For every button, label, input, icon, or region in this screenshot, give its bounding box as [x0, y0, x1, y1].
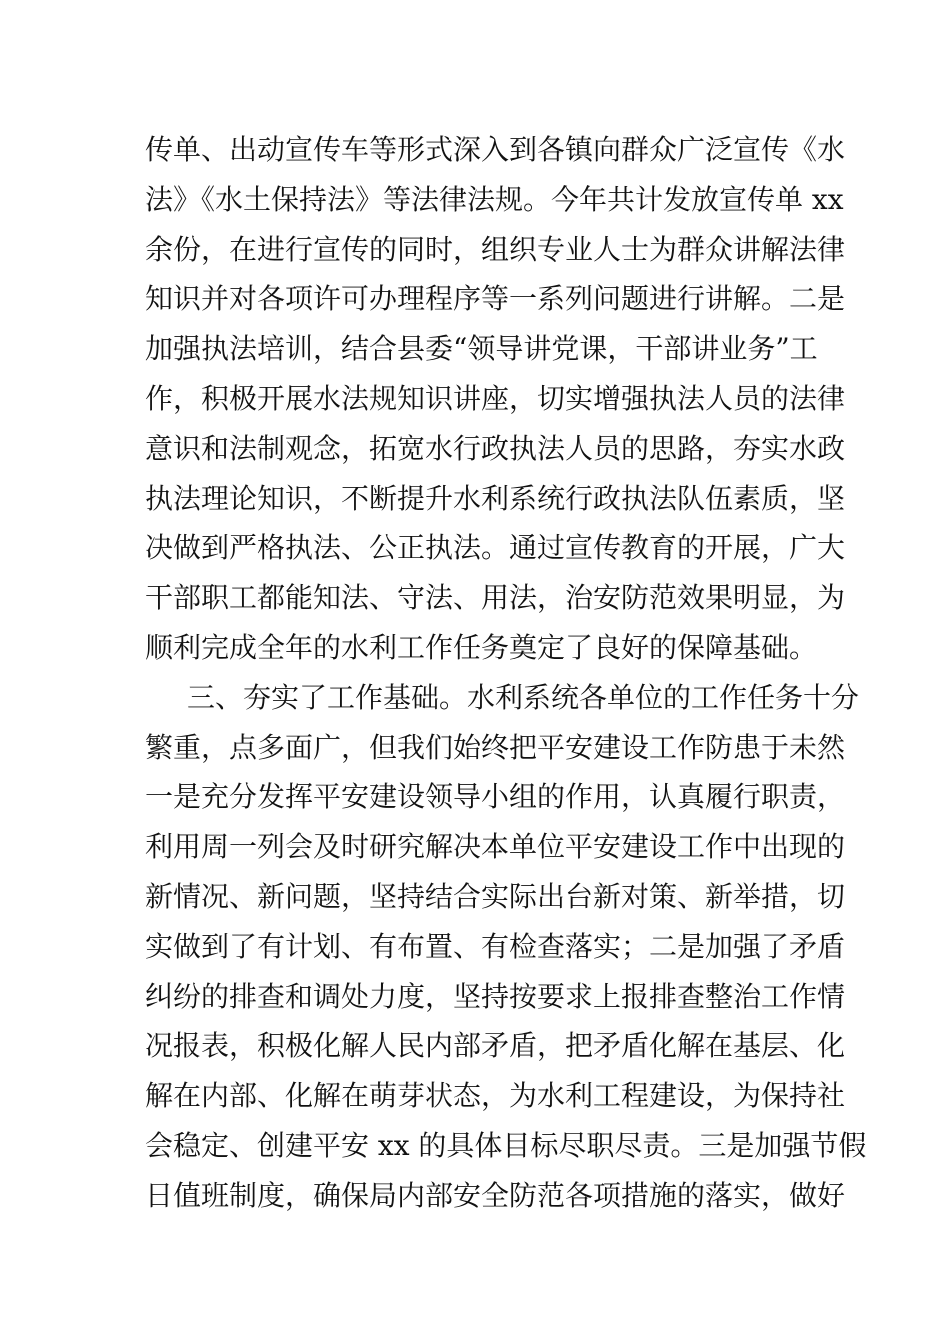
text-line: 况报表，积极化解人民内部矛盾，把矛盾化解在基层、化 [145, 1029, 846, 1063]
text-line: 会稳定、创建平安 xx 的具体目标尽职尽责。三是加强节假 [145, 1128, 867, 1162]
text-line: 余份，在进行宣传的同时，组织专业人士为群众讲解法律 [145, 232, 846, 266]
text-line: 纠纷的排查和调处力度，坚持按要求上报排查整治工作情 [145, 979, 846, 1013]
text-line: 法》《水土保持法》等法律法规。今年共计发放宣传单 xx [145, 182, 844, 216]
text-line: 利用周一列会及时研究解决本单位平安建设工作中出现的 [145, 830, 846, 864]
text-line: 一是充分发挥平安建设领导小组的作用，认真履行职责， [145, 780, 846, 814]
text-line: 解在内部、化解在萌芽状态，为水利工程建设，为保持社 [145, 1079, 846, 1113]
text-line: 繁重，点多面广，但我们始终把平安建设工作防患于未然 [145, 730, 846, 764]
paragraph-start-line: 三、夯实了工作基础。水利系统各单位的工作任务十分 [187, 680, 860, 714]
text-line: 日值班制度，确保局内部安全防范各项措施的落实，做好 [145, 1178, 846, 1212]
text-line: 作，积极开展水法规知识讲座，切实增强执法人员的法律 [145, 381, 846, 415]
text-line: 执法理论知识，不断提升水利系统行政执法队伍素质，坚 [145, 481, 846, 515]
text-line: 决做到严格执法、公正执法。通过宣传教育的开展，广大 [145, 531, 846, 565]
body-text [145, 125, 867, 1221]
text-line: 加强执法培训，结合县委“领导讲党课，干部讲业务”工 [145, 332, 818, 366]
text-line: 传单、出动宣传车等形式深入到各镇向群众广泛宣传《水 [145, 133, 846, 166]
paragraph-end-line: 顺利完成全年的水利工作任务奠定了良好的保障基础。 [145, 630, 818, 664]
text-line: 干部职工都能知法、守法、用法，治安防范效果明显，为 [145, 581, 846, 615]
text-line: 知识并对各项许可办理程序等一系列问题进行讲解。二是 [145, 282, 846, 316]
text-line: 意识和法制观念，拓宽水行政执法人员的思路，夯实水政 [145, 431, 846, 465]
text-line: 新情况、新问题，坚持结合实际出台新对策、新举措，切 [145, 879, 846, 913]
text-line: 实做到了有计划、有布置、有检查落实；二是加强了矛盾 [145, 929, 846, 963]
